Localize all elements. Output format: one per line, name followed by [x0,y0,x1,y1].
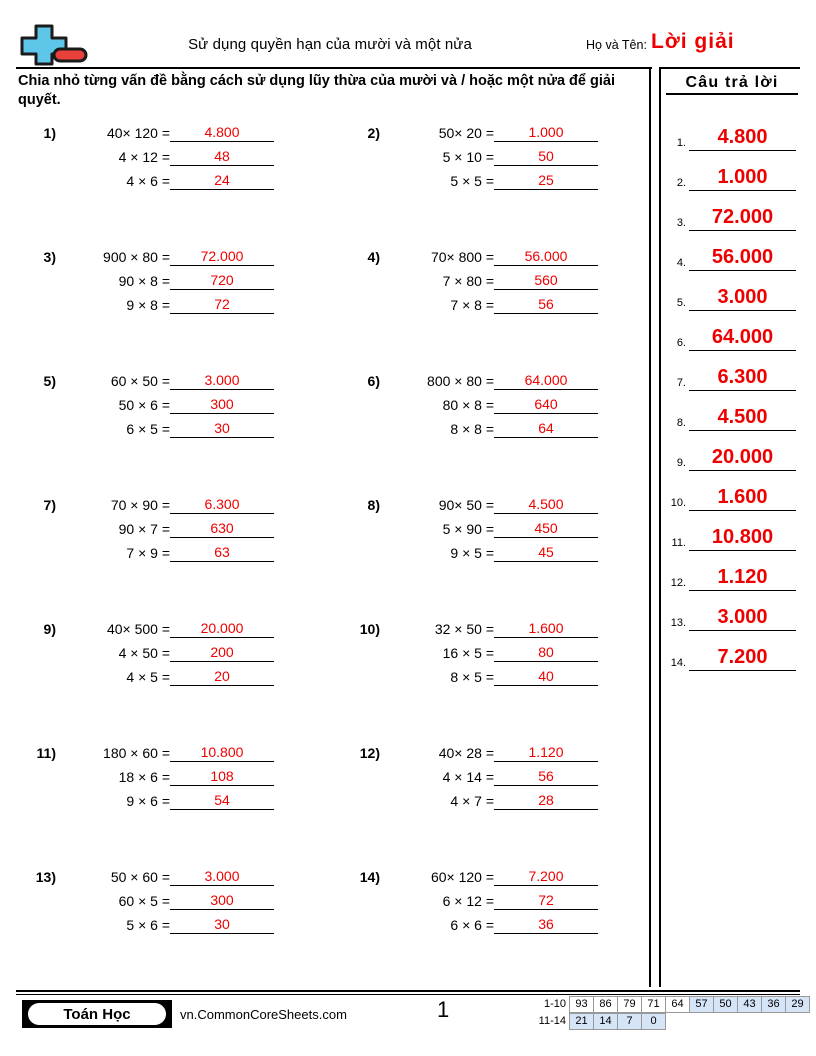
problem-answer-blank[interactable]: 630 [170,519,274,538]
problem-line [350,142,620,166]
score-cell: 64 [665,996,690,1013]
score-cell: 57 [689,996,714,1013]
problem-row [0,118,648,242]
header-divider-right [660,67,800,69]
problem-answer-blank[interactable]: 1.600 [494,619,598,638]
problem-line [350,266,620,290]
problem-answer-blank[interactable]: 20 [170,667,274,686]
problem-expression: 5 × 10 = [442,149,494,165]
problem-number: 4) [367,249,380,265]
problem-expression: 60× 120 = [430,869,494,885]
brand-label: Toán Học [28,1003,166,1025]
problem-answer-blank[interactable]: 200 [170,643,274,662]
score-cell: 43 [737,996,762,1013]
problem-answer-blank[interactable]: 72 [170,295,274,314]
problem-expression: 90× 50 = [438,497,494,513]
score-cell: 71 [641,996,666,1013]
answer-row [660,471,810,511]
problem-answer-blank[interactable]: 4.500 [494,495,598,514]
problem-line [350,490,620,514]
problem-row [0,862,648,986]
problem-expression: 8 × 8 = [450,421,494,437]
answer-row [660,271,810,311]
problem-number: 7) [43,497,56,513]
problem-expression: 9 × 8 = [126,297,170,313]
problem-line [350,366,620,390]
problem-expression: 4 × 14 = [442,769,494,785]
score-row [528,996,810,1013]
problem-number: 13) [35,869,56,885]
problem-answer-blank[interactable]: 1.000 [494,123,598,142]
score-row-label: 11-14 [538,1015,566,1027]
problem-expression: 4 × 6 = [126,173,170,189]
problem-item [0,366,324,490]
problem-answer-blank[interactable]: 80 [494,643,598,662]
problem-row [0,242,648,366]
problem-expression: 40× 120 = [106,125,170,141]
problem-answer-blank[interactable]: 6.300 [170,495,274,514]
problem-expression: 70 × 90 = [110,497,170,513]
problem-expression: 6 × 12 = [442,893,494,909]
answer-row [660,511,810,551]
answer-value-blank[interactable]: 1.000 [689,165,796,191]
answer-value-blank[interactable]: 4.500 [689,405,796,431]
problem-line [350,862,620,886]
problem-line [26,638,296,662]
problem-item [0,738,324,862]
problem-row [0,490,648,614]
answer-key-column [660,70,810,671]
problem-expression: 5 × 90 = [442,521,494,537]
problem-number: 8) [367,497,380,513]
problem-expression: 80 × 8 = [442,397,494,413]
answer-value-blank[interactable]: 1.600 [689,485,796,511]
problem-expression: 4 × 5 = [126,669,170,685]
answer-list [660,111,810,671]
problem-expression: 50× 20 = [438,125,494,141]
problem-number: 3) [43,249,56,265]
problem-answer-blank[interactable]: 56 [494,767,598,786]
score-cell: 50 [713,996,738,1013]
problem-answer-blank[interactable]: 36 [494,915,598,934]
answer-value-blank[interactable]: 1.120 [689,565,796,591]
problem-item [324,862,648,986]
problem-expression: 180 × 60 = [103,745,170,761]
problem-answer-blank[interactable]: 28 [494,791,598,810]
score-cell: 0 [641,1013,666,1030]
answer-value-blank[interactable]: 6.300 [689,365,796,391]
answer-column-heading: Câu trả lời [666,74,798,95]
problem-line [26,390,296,414]
problem-item [324,118,648,242]
problem-answer-blank[interactable]: 4.800 [170,123,274,142]
problem-line [350,886,620,910]
problem-answer-blank[interactable]: 56 [494,295,598,314]
problem-item [324,614,648,738]
problem-line [350,762,620,786]
problem-line [350,662,620,686]
problem-answer-blank[interactable]: 3.000 [170,371,274,390]
problem-line [26,738,296,762]
problem-expression: 8 × 5 = [450,669,494,685]
problem-expression: 40× 28 = [438,745,494,761]
problem-answer-blank[interactable]: 30 [170,915,274,934]
answer-value-blank[interactable]: 4.800 [689,125,796,151]
answer-index: 14. [670,657,686,669]
name-field-value: Lời giải [651,30,735,53]
score-cell: 29 [785,996,810,1013]
problem-row [0,614,648,738]
plus-minus-logo-icon [16,22,90,66]
problem-item [324,738,648,862]
problem-line [26,786,296,810]
problem-expression: 6 × 5 = [126,421,170,437]
problem-line [26,862,296,886]
problem-line [26,910,296,934]
problem-expression: 7 × 9 = [126,545,170,561]
answer-value-blank[interactable]: 7.200 [689,645,796,671]
problem-answer-blank[interactable]: 40 [494,667,598,686]
problem-number: 12) [359,745,380,761]
problem-answer-blank[interactable]: 72 [494,891,598,910]
problem-item [324,490,648,614]
problem-line [350,414,620,438]
answer-index: 10. [670,497,686,509]
problem-answer-blank[interactable]: 300 [170,395,274,414]
problem-line [350,118,620,142]
problem-expression: 60 × 50 = [110,373,170,389]
problem-expression: 9 × 5 = [450,545,494,561]
problem-expression: 90 × 8 = [118,273,170,289]
problem-line [26,514,296,538]
answer-row [660,311,810,351]
score-row [528,1013,810,1030]
problem-expression: 32 × 50 = [434,621,494,637]
answer-value-blank[interactable]: 10.800 [689,525,796,551]
problem-answer-blank[interactable]: 56.000 [494,247,598,266]
problem-number: 14) [359,869,380,885]
score-cell: 79 [617,996,642,1013]
answer-row [660,111,810,151]
problem-item [0,614,324,738]
problem-line [350,786,620,810]
problem-number: 5) [43,373,56,389]
problem-line [26,366,296,390]
answer-value-blank[interactable]: 3.000 [689,605,796,631]
problem-expression: 7 × 80 = [442,273,494,289]
problem-line [26,118,296,142]
answer-row [660,151,810,191]
answer-row [660,591,810,631]
problem-line [350,538,620,562]
problem-number: 11) [36,745,56,761]
answer-index: 2. [676,177,686,189]
answer-value-blank[interactable]: 20.000 [689,445,796,471]
problem-expression: 50 × 60 = [110,869,170,885]
answer-index: 8. [676,417,686,429]
problem-answer-blank[interactable]: 50 [494,147,598,166]
problem-line [26,538,296,562]
problem-expression: 16 × 5 = [442,645,494,661]
brand-badge [22,1000,172,1028]
problem-line [26,662,296,686]
problem-line [26,414,296,438]
problem-expression: 70× 800 = [430,249,494,265]
problem-line [350,242,620,266]
problem-answer-blank[interactable]: 10.800 [170,743,274,762]
answer-index: 6. [676,337,686,349]
answer-index: 3. [676,217,686,229]
answer-index: 11. [671,537,686,549]
problem-answer-blank[interactable]: 7.200 [494,867,598,886]
problem-line [26,886,296,910]
answer-index: 9. [676,457,686,469]
page-header [0,0,816,68]
score-cell: 36 [761,996,786,1013]
problem-line [26,762,296,786]
score-cell: 7 [617,1013,642,1030]
problem-line [350,638,620,662]
problem-answer-blank[interactable]: 108 [170,767,274,786]
header-divider-left [16,67,652,69]
answer-value-blank[interactable]: 64.000 [689,325,796,351]
problem-answer-blank[interactable]: 72.000 [170,247,274,266]
problem-line [350,514,620,538]
problem-line [350,390,620,414]
problem-expression: 90 × 7 = [118,521,170,537]
score-table [528,996,810,1030]
answer-row [660,231,810,271]
score-cell: 14 [593,1013,618,1030]
problem-line [350,614,620,638]
problem-answer-blank[interactable]: 25 [494,171,598,190]
answer-row [660,631,810,671]
problem-line [350,738,620,762]
answer-row [660,191,810,231]
problem-item [324,366,648,490]
problem-answer-blank[interactable]: 48 [170,147,274,166]
instructions-text: Chia nhỏ từng vấn đề bằng cách sử dụng lũy thừa của mười và / hoặc một nửa để giải quyết. [18,73,615,108]
problem-answer-blank[interactable]: 64.000 [494,371,598,390]
problem-expression: 50 × 6 = [118,397,170,413]
answer-index: 12. [670,577,686,589]
answer-row [660,391,810,431]
score-row-label: 1-10 [543,998,566,1010]
problem-expression: 18 × 6 = [118,769,170,785]
problem-expression: 4 × 50 = [118,645,170,661]
problem-expression: 60 × 5 = [118,893,170,909]
problem-number: 6) [367,373,380,389]
problem-expression: 800 × 80 = [427,373,494,389]
problem-line [26,266,296,290]
problem-item [0,490,324,614]
score-cell: 21 [569,1013,594,1030]
answer-row [660,351,810,391]
problem-answer-blank[interactable]: 450 [494,519,598,538]
problem-answer-blank[interactable]: 640 [494,395,598,414]
site-url: vn.CommonCoreSheets.com [180,1007,347,1022]
answer-index: 4. [676,257,686,269]
problem-expression: 900 × 80 = [103,249,170,265]
problem-row [0,738,648,862]
problem-number: 9) [43,621,56,637]
problem-answer-blank[interactable]: 63 [170,543,274,562]
problem-line [26,242,296,266]
answer-index: 5. [676,297,686,309]
problem-answer-blank[interactable]: 3.000 [170,867,274,886]
problem-line [26,490,296,514]
name-field-label: Họ và Tên: [586,38,647,52]
problem-expression: 7 × 8 = [450,297,494,313]
problem-expression: 4 × 7 = [450,793,494,809]
problem-answer-blank[interactable]: 64 [494,419,598,438]
problem-answer-blank[interactable]: 20.000 [170,619,274,638]
problem-item [0,118,324,242]
problem-line [26,166,296,190]
problem-line [26,290,296,314]
problem-expression: 9 × 6 = [126,793,170,809]
score-cell: 86 [593,996,618,1013]
problem-answer-blank[interactable]: 54 [170,791,274,810]
problem-item [0,862,324,986]
answer-row [660,431,810,471]
problem-answer-blank[interactable]: 1.120 [494,743,598,762]
problem-row [0,366,648,490]
problem-expression: 6 × 6 = [450,917,494,933]
problem-answer-blank[interactable]: 720 [170,271,274,290]
answer-value-blank[interactable]: 56.000 [689,245,796,271]
page-number: 1 [437,997,450,1022]
problem-answer-blank[interactable]: 24 [170,171,274,190]
problem-expression: 40× 500 = [106,621,170,637]
problem-line [350,290,620,314]
answer-index: 1. [676,137,686,149]
answer-index: 7. [676,377,686,389]
score-cell: 93 [569,996,594,1013]
problem-answer-blank[interactable]: 45 [494,543,598,562]
problem-answer-blank[interactable]: 300 [170,891,274,910]
answer-index: 13. [670,617,686,629]
answer-value-blank[interactable]: 72.000 [689,205,796,231]
footer-divider [16,990,800,992]
problem-expression: 5 × 5 = [450,173,494,189]
worksheet-title: Sử dụng quyền hạn của mười và một nửa [188,36,472,53]
problem-line [26,614,296,638]
answer-row [660,551,810,591]
problem-item [0,242,324,366]
problem-line [350,166,620,190]
problem-number: 1) [43,125,56,141]
problem-answer-blank[interactable]: 30 [170,419,274,438]
problem-number: 10) [359,621,380,637]
problem-number: 2) [367,125,380,141]
problem-answer-blank[interactable]: 560 [494,271,598,290]
problem-expression: 4 × 12 = [118,149,170,165]
footer-divider-thin [16,994,800,995]
problem-line [26,142,296,166]
problem-grid [0,118,648,986]
problem-item [324,242,648,366]
answer-value-blank[interactable]: 3.000 [689,285,796,311]
problem-expression: 5 × 6 = [126,917,170,933]
problem-line [350,910,620,934]
